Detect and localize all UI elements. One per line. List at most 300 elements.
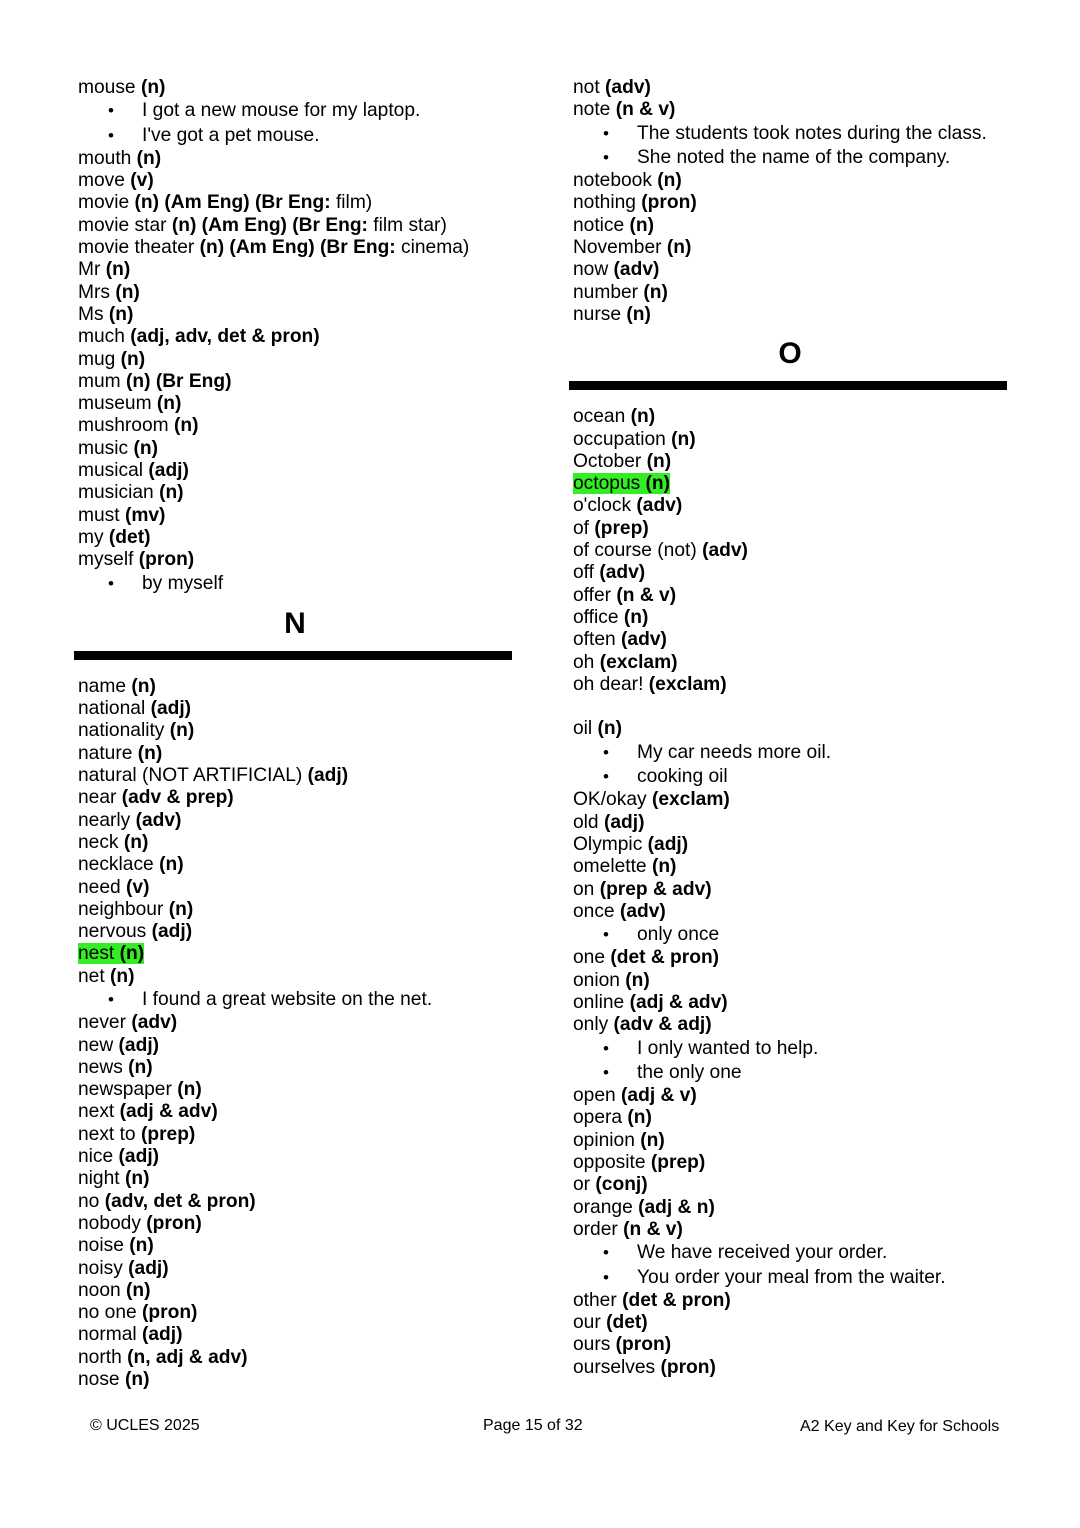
entry-word: nurse [573, 303, 621, 325]
vocabulary-entry [573, 629, 1007, 651]
entry-word: mushroom [78, 415, 169, 437]
entry-tag: (n) [140, 77, 166, 98]
entry-tag: (v) [126, 876, 150, 898]
vocabulary-entry [573, 518, 1007, 540]
entry-word: open [573, 1085, 616, 1107]
vocabulary-entry [573, 585, 1007, 607]
blank-line [573, 696, 1007, 718]
entry-tag: (n) [123, 831, 149, 853]
vocabulary-entry [573, 495, 1007, 517]
entry-tag: (n) [124, 1168, 150, 1190]
entry-tag: (prep) [650, 1152, 706, 1174]
entry-tag: (n & v) [615, 99, 676, 121]
entry-word: mug [78, 348, 116, 370]
vocabulary-entry [78, 438, 512, 460]
vocabulary-entry [78, 1012, 512, 1034]
vocabulary-entry [573, 607, 1007, 629]
vocabulary-entry [78, 549, 512, 571]
entry-tag: (adv) [613, 259, 660, 281]
entry-tag: (n) (Am Eng) (Br Eng: [199, 237, 396, 259]
entry-tag: (mv) [124, 504, 166, 526]
entry-word: movie theater [78, 237, 200, 259]
entry-tag: (adj) [150, 698, 192, 720]
entry-word: night [78, 1168, 120, 1190]
vocabulary-entry [573, 674, 1007, 696]
vocabulary-entry [573, 1130, 1007, 1152]
entry-word: Mrs [78, 281, 110, 303]
vocabulary-entry [78, 787, 512, 809]
entry-tag: (n) [110, 965, 135, 987]
vocabulary-entry [573, 451, 1007, 473]
entry-word: neck [78, 831, 119, 853]
vocabulary-entry [78, 921, 512, 943]
entry-tag: (adj) [142, 1324, 183, 1346]
entry-tag: (adj & adv) [629, 991, 728, 1013]
entry-tag: (adv) [135, 809, 182, 831]
vocabulary-entry [573, 947, 1007, 969]
example-bullet [573, 923, 1007, 947]
vocabulary-entry [573, 562, 1007, 584]
example-bullet [573, 146, 1007, 170]
vocabulary-entry [78, 943, 512, 965]
vocabulary-entry [573, 259, 1007, 281]
vocabulary-entry [573, 652, 1007, 674]
entry-tag: (adv, det & pron) [104, 1190, 256, 1212]
entry-word: natural (NOT ARTIFICIAL) [78, 765, 303, 787]
entry-tag: (n) [126, 1279, 151, 1301]
entry-tag: (n) (Am Eng) (Br Eng: [134, 192, 331, 214]
entry-word: nationality [78, 720, 165, 742]
entry-word: nobody [78, 1212, 141, 1234]
vocabulary-entry [573, 879, 1007, 901]
example-bullet [573, 1037, 1007, 1061]
entry-word: oil [573, 718, 593, 740]
vocabulary-entry [78, 854, 512, 876]
entry-word: normal [78, 1324, 137, 1346]
entry-tag: (v) [130, 170, 154, 192]
vocabulary-entry [78, 720, 512, 742]
entry-tag: (n) [177, 1079, 202, 1101]
entry-word: once [573, 900, 615, 922]
entry-word: musical [78, 460, 144, 482]
entry-tag: (n) [119, 943, 145, 965]
left-column [78, 77, 512, 1391]
entry-tag: (n & v) [616, 584, 677, 606]
vocabulary-entry [78, 676, 512, 698]
entry-word: on [573, 878, 595, 900]
entry-word: November [573, 237, 662, 259]
section-divider [74, 651, 512, 660]
entry-tag: (n) [137, 742, 163, 764]
vocabulary-entry [573, 429, 1007, 451]
entry-word: or [573, 1174, 591, 1196]
entry-word: mouse [78, 77, 136, 98]
entry-word: notice [573, 214, 625, 236]
entry-tag: (adv) [702, 540, 748, 562]
vocabulary-entry [573, 304, 1007, 326]
entry-tag: (n) [666, 237, 692, 259]
vocabulary-entry [78, 1101, 512, 1123]
vocabulary-entry [78, 237, 512, 259]
vocabulary-entry [573, 215, 1007, 237]
vocabulary-entry [78, 1057, 512, 1079]
copyright-notice: © UCLES 2025 [90, 1417, 200, 1434]
vocabulary-entry [573, 1197, 1007, 1219]
example-bullet [78, 572, 512, 596]
entry-word: name [78, 675, 126, 697]
example-text: the only one [637, 1061, 742, 1083]
entry-word: ourselves [573, 1356, 656, 1378]
entry-tag: (pron) [142, 1302, 198, 1324]
page-number: Page 15 of 32 [483, 1417, 583, 1434]
entry-word: Mr [78, 259, 101, 281]
entry-word: music [78, 437, 129, 459]
entry-tag: (n) [643, 281, 668, 303]
example-text: The students took notes during the class. [637, 122, 987, 144]
entry-tag: (conj) [595, 1174, 648, 1196]
vocabulary-entry [78, 1124, 512, 1146]
entry-tag: (adj) [148, 460, 189, 482]
example-text: cooking oil [637, 766, 728, 788]
entry-tag: (n) [133, 437, 158, 459]
entry-word: movie [78, 192, 135, 214]
vocabulary-entry [78, 1324, 512, 1346]
entry-word: not [573, 77, 600, 98]
vocabulary-entry [78, 1035, 512, 1057]
vocabulary-entry [573, 1219, 1007, 1241]
example-bullet [78, 988, 512, 1012]
entry-word: nest [78, 943, 115, 965]
vocabulary-entry [573, 1357, 1007, 1379]
entry-word: much [78, 326, 125, 348]
entry-word: noisy [78, 1257, 123, 1279]
entry-word: newspaper [78, 1079, 172, 1101]
entry-word: often [573, 629, 616, 651]
vocabulary-entry [573, 834, 1007, 856]
vocabulary-entry [78, 259, 512, 281]
entry-word: net [78, 965, 105, 987]
entry-word: noon [78, 1279, 121, 1301]
entry-word: our [573, 1312, 601, 1334]
entry-word: October [573, 450, 642, 472]
vocabulary-entry [78, 505, 512, 527]
entry-word: my [78, 526, 104, 548]
entry-tag: (adv & prep) [121, 787, 234, 809]
entry-word: film star) [367, 214, 447, 236]
entry-word: opposite [573, 1152, 646, 1174]
entry-word: note [573, 99, 611, 121]
entry-word: OK/okay [573, 789, 647, 811]
example-text: You order your meal from the waiter. [637, 1266, 946, 1288]
entry-tag: (det & pron) [610, 947, 720, 969]
entry-tag: (adv & adj) [613, 1014, 712, 1036]
entry-tag: (n) [627, 1107, 652, 1129]
entry-word: only [573, 1014, 609, 1036]
vocabulary-entry [573, 1107, 1007, 1129]
entry-word: oh [573, 651, 595, 673]
vocabulary-entry [78, 810, 512, 832]
vocabulary-entry [573, 718, 1007, 740]
entry-tag: (n) [108, 303, 134, 325]
example-text: I got a new mouse for my laptop. [142, 100, 421, 122]
entry-tag: (det) [108, 526, 151, 548]
vocabulary-entry [78, 170, 512, 192]
entry-tag: (adj) [307, 765, 349, 787]
entry-word: o'clock [573, 495, 632, 517]
right-column [573, 77, 1007, 1379]
vocabulary-entry [78, 371, 512, 393]
section-divider [569, 381, 1007, 390]
vocabulary-entry [78, 743, 512, 765]
vocabulary-entry [78, 192, 512, 214]
entry-word: mouth [78, 147, 132, 169]
entry-tag: (pron) [138, 549, 195, 571]
vocabulary-entry [78, 1280, 512, 1302]
vocabulary-entry [78, 1258, 512, 1280]
vocabulary-entry [78, 527, 512, 549]
entry-tag: (n) [645, 473, 671, 495]
entry-tag: (adj, adv, det & pron) [130, 326, 320, 348]
vocabulary-entry [573, 992, 1007, 1014]
entry-tag: (exclam) [599, 651, 678, 673]
vocabulary-entry [78, 877, 512, 899]
entry-word: oh dear! [573, 673, 644, 695]
vocabulary-entry [78, 77, 512, 99]
vocabulary-entry [573, 282, 1007, 304]
entry-word: near [78, 787, 117, 809]
entry-word: myself [78, 549, 134, 571]
entry-word: octopus [573, 473, 641, 495]
entry-word: must [78, 504, 120, 526]
entry-tag: (pron) [146, 1212, 202, 1234]
vocabulary-entry [78, 1213, 512, 1235]
entry-word: no one [78, 1302, 137, 1324]
entry-word: nose [78, 1369, 120, 1391]
vocabulary-entry [78, 1235, 512, 1257]
document-title: A2 Key and Key for Schools [800, 1418, 1000, 1435]
vocabulary-entry [573, 1312, 1007, 1334]
entry-tag: (n) [120, 348, 146, 370]
entry-tag: (adv) [605, 77, 651, 98]
entry-tag: (n) [651, 856, 677, 878]
entry-word: no [78, 1190, 100, 1212]
vocabulary-entry [78, 349, 512, 371]
entry-word: one [573, 947, 606, 969]
vocabulary-entry [78, 1168, 512, 1190]
entry-tag: (exclam) [651, 789, 730, 811]
entry-word: nothing [573, 192, 636, 214]
example-bullet [573, 122, 1007, 146]
example-text: by myself [142, 572, 224, 594]
vocabulary-entry [573, 1085, 1007, 1107]
example-text: My car needs more oil. [637, 741, 832, 763]
vocabulary-entry [78, 326, 512, 348]
vocabulary-entry [78, 765, 512, 787]
entry-word: national [78, 698, 146, 720]
entry-tag: (n) [625, 969, 650, 991]
entry-tag: (pron) [641, 192, 697, 214]
entry-tag: (n) [173, 415, 199, 437]
entry-word: musician [78, 482, 154, 504]
vocabulary-entry [78, 1146, 512, 1168]
entry-tag: (n, adj & adv) [127, 1346, 248, 1368]
entry-tag: (n) [169, 720, 195, 742]
entry-tag: (n) [128, 1056, 153, 1078]
entry-tag: (adj) [151, 921, 193, 943]
vocabulary-entry [573, 1174, 1007, 1196]
vocabulary-entry [573, 1334, 1007, 1356]
section-letter: N [284, 606, 306, 640]
entry-word: Ms [78, 303, 104, 325]
example-bullet [573, 765, 1007, 789]
vocabulary-entry [78, 415, 512, 437]
entry-tag: (adv) [621, 629, 667, 651]
vocabulary-entry [573, 237, 1007, 259]
entry-tag: (n) [630, 406, 656, 428]
entry-tag: (n) [159, 854, 184, 876]
entry-word: of [573, 517, 590, 539]
entry-tag: (n) [159, 482, 184, 504]
entry-word: opinion [573, 1129, 635, 1151]
example-text: only once [637, 924, 720, 946]
entry-word: opera [573, 1107, 623, 1129]
vocabulary-entry [78, 460, 512, 482]
vocabulary-entry [78, 1347, 512, 1369]
vocabulary-entry [573, 856, 1007, 878]
vocabulary-entry [573, 99, 1007, 121]
example-text: We have received your order. [637, 1242, 888, 1264]
entry-word: office [573, 606, 619, 628]
entry-tag: (adj) [118, 1034, 160, 1056]
entry-word: online [573, 991, 625, 1013]
entry-tag: (adj) [118, 1146, 160, 1168]
section-header-o [573, 326, 1007, 406]
entry-word: news [78, 1056, 123, 1078]
vocabulary-entry [78, 966, 512, 988]
entry-word: of course (not) [573, 540, 697, 562]
example-text: She noted the name of the company. [637, 146, 951, 168]
vocabulary-entry [78, 899, 512, 921]
entry-word: cinema) [395, 237, 470, 259]
example-bullet [78, 99, 512, 123]
entry-word: neighbour [78, 898, 164, 920]
entry-tag: (pron) [615, 1334, 672, 1356]
entry-tag: (prep) [140, 1123, 196, 1145]
entry-tag: (adj) [603, 811, 645, 833]
entry-word: nervous [78, 921, 147, 943]
vocabulary-entry [573, 789, 1007, 811]
entry-word: next to [78, 1123, 136, 1145]
entry-tag: (det & pron) [622, 1289, 731, 1311]
vocabulary-entry [78, 1302, 512, 1324]
entry-word: move [78, 170, 125, 192]
entry-word: orange [573, 1196, 633, 1218]
entry-word: ocean [573, 406, 626, 428]
entry-word: onion [573, 969, 620, 991]
entry-tag: (adj & n) [638, 1196, 715, 1218]
entry-tag: (det) [606, 1312, 648, 1334]
entry-word: north [78, 1346, 122, 1368]
example-bullet [573, 1241, 1007, 1265]
entry-word: number [573, 281, 639, 303]
entry-tag: (prep & adv) [599, 878, 712, 900]
vocabulary-entry [78, 148, 512, 170]
vocabulary-entry [78, 698, 512, 720]
vocabulary-entry [78, 1079, 512, 1101]
entry-tag: (prep) [594, 517, 649, 539]
entry-tag: (adj & v) [621, 1085, 697, 1107]
entry-tag: (n) [597, 718, 623, 740]
entry-tag: (adj) [128, 1257, 169, 1279]
vocabulary-entry [78, 393, 512, 415]
entry-tag: (n) [156, 393, 182, 415]
entry-tag: (n) [136, 147, 162, 169]
vocabulary-entry [573, 473, 1007, 495]
vocabulary-entry [573, 170, 1007, 192]
entry-word: next [78, 1101, 115, 1123]
entry-word: off [573, 562, 594, 584]
entry-tag: (n) [105, 259, 131, 281]
vocabulary-entry [573, 77, 1007, 99]
entry-word: omelette [573, 856, 647, 878]
vocabulary-entry [78, 1369, 512, 1391]
entry-word: occupation [573, 428, 666, 450]
entry-word: movie star [78, 214, 172, 236]
example-text: I found a great website on the net. [142, 988, 433, 1010]
vocabulary-entry [78, 282, 512, 304]
section-letter: O [778, 337, 802, 371]
vocabulary-entry [78, 304, 512, 326]
entry-word: film) [330, 192, 373, 214]
vocabulary-entry [573, 812, 1007, 834]
vocabulary-entry [78, 832, 512, 854]
example-text: I've got a pet mouse. [142, 124, 320, 146]
entry-tag: (n) [124, 1369, 150, 1391]
vocabulary-entry [78, 215, 512, 237]
highlighted-entry [78, 943, 144, 964]
entry-word: mum [78, 370, 121, 392]
entry-tag: (adv) [619, 900, 666, 922]
entry-word: nearly [78, 809, 131, 831]
vocabulary-entry [573, 1152, 1007, 1174]
section-header-n [78, 596, 512, 676]
entry-word: order [573, 1218, 618, 1240]
example-bullet [78, 124, 512, 148]
entry-tag: (n) [646, 450, 672, 472]
entry-tag: (n) [623, 606, 649, 628]
entry-word: nice [78, 1146, 114, 1168]
vocabulary-entry [573, 1290, 1007, 1312]
entry-word: nature [78, 742, 133, 764]
entry-word: other [573, 1289, 617, 1311]
entry-tag: (adv) [599, 562, 646, 584]
entry-word: necklace [78, 854, 154, 876]
entry-word: never [78, 1012, 126, 1034]
entry-tag: (n) [629, 214, 655, 236]
example-text: I only wanted to help. [637, 1037, 819, 1059]
entry-word: offer [573, 584, 612, 606]
vocabulary-entry [573, 1014, 1007, 1036]
vocabulary-entry [573, 970, 1007, 992]
vocabulary-entry [78, 1191, 512, 1213]
example-bullet [573, 741, 1007, 765]
entry-tag: (n) [626, 303, 651, 325]
entry-tag: (n & v) [623, 1218, 683, 1240]
entry-word: new [78, 1034, 114, 1056]
vocabulary-entry [573, 192, 1007, 214]
example-bullet [573, 1061, 1007, 1085]
entry-tag: (exclam) [648, 673, 727, 695]
